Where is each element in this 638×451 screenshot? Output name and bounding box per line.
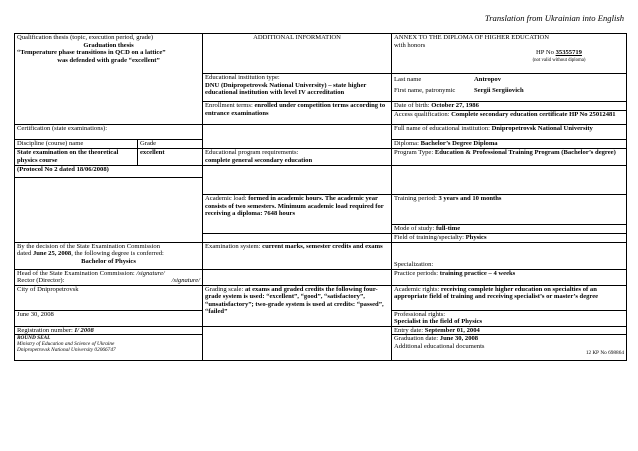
date-cell: June 30, 2008 xyxy=(15,310,203,326)
access-qualification-cell: Access qualification: Complete secondary education certificate HP No 25012481 xyxy=(392,111,627,125)
empty-cell xyxy=(203,335,392,361)
empty-cell xyxy=(203,234,392,243)
enrollment-cell xyxy=(203,102,392,125)
full-name-value: Dnipropetrovsk National University xyxy=(491,125,593,132)
academic-load-cell: Academic load: formed in academic hours. The academic year consists of two semesters. Minimum academic load required for receiving a diploma: 7648 hours xyxy=(203,195,392,234)
professional-rights-value: Specialist in the field of Physics xyxy=(394,318,483,325)
full-name-cell: Full name of educational institution: Dnipropetrovsk National University xyxy=(392,125,627,140)
empty-cell xyxy=(203,326,392,335)
qualification-thesis-cell xyxy=(15,34,203,74)
decision-line1: By the decision of the State Examination Commission xyxy=(17,242,161,250)
entry-date-cell: Entry date: September 01, 2004 xyxy=(392,326,627,335)
field-cell: Field of training/specialty: Physics xyxy=(392,234,627,243)
access-qualification-value: Complete secondary education certificate HP No 25012481 xyxy=(451,111,616,118)
academic-rights-value: receiving complete higher education on specialties of an appropriate field of training and receiving specialist’s or master’s degree xyxy=(394,285,599,300)
training-period-value: 3 years and 10 months xyxy=(438,195,502,202)
program-type-cell: Program Type: Education & Professional Training Program (Bachelor’s degree) xyxy=(392,149,627,166)
empty-cell xyxy=(15,111,203,125)
last-name: Antropov xyxy=(474,76,502,83)
rector-line: Rector (Director): /signature/ xyxy=(17,277,201,284)
grade-header: Grade xyxy=(138,140,203,149)
registration-number: I/ 2008 xyxy=(74,326,94,334)
signature-2: /signature/ xyxy=(171,277,201,284)
specialization-cell: Specialization: xyxy=(392,242,627,269)
enrollment-label: Enrollment terms: xyxy=(205,102,255,109)
protocol: (Protocol No 2 dated 18/06/2008) xyxy=(15,166,203,178)
program-type-value: Education & Professional Training Program (Bachelor’s degree) xyxy=(434,149,616,156)
additional-docs: Additional educational documents xyxy=(394,342,485,350)
names-cell xyxy=(392,74,627,102)
practice-cell: Practice periods: training practice – 4 weeks xyxy=(392,269,627,285)
empty-cell xyxy=(15,234,203,243)
training-period-cell: Training period: 3 years and 10 months xyxy=(392,195,627,225)
diploma-value: Bachelor’s Degree Diploma xyxy=(420,140,498,147)
translation-note: Translation from Ukrainian into English xyxy=(484,13,624,23)
graduation-thesis-heading: Graduation thesis xyxy=(83,41,134,49)
professional-rights-cell: Professional rights: Specialist in the field of Physics xyxy=(392,310,627,326)
entry-date-value: September 01, 2004 xyxy=(424,326,480,334)
seal-title: ROUND SEAL xyxy=(17,335,51,341)
hp-number: 35355719 xyxy=(555,49,582,56)
hp-label: HP No xyxy=(536,49,556,56)
field-value: Physics xyxy=(465,234,487,241)
thesis-title: “Temperature phase transitions in QCD on a lattice” xyxy=(17,49,166,56)
academic-load-value: formed in academic hours. The academic year consists of two semesters. Minimum academic load required for receiving a diploma: 7648 hours xyxy=(205,195,384,217)
empty-cell xyxy=(15,195,203,225)
degree: Bachelor of Physics xyxy=(81,257,136,265)
empty-cell xyxy=(203,269,392,285)
dob-cell: Date of birth: October 27, 1986 xyxy=(392,102,627,111)
practice-value: training practice – 4 weeks xyxy=(439,269,516,277)
empty-cell xyxy=(392,166,627,178)
academic-rights-cell: Academic rights: receiving complete higher education on specialties of an appropriate field of training and receiving specialist’s or master’s degree xyxy=(392,285,627,310)
state-exam: State examination on the theoretical physics course xyxy=(15,149,138,166)
discipline-header: Discipline (course) name xyxy=(15,140,138,149)
institution-type-label: Educational institution type: xyxy=(205,74,280,81)
annex-title: ANNEX TO THE DIPLOMA OF HIGHER EDUCATION xyxy=(394,34,549,41)
diploma-annex-table xyxy=(14,33,626,361)
enrollment-value: enrolled under competition terms according to entrance examinations xyxy=(205,102,386,117)
first-name-label: First name, patronymic xyxy=(394,86,456,94)
empty-cell xyxy=(15,178,203,195)
grading-cell: Grading scale: at exams and graded credits the following four-grade system is used: “excellent”, “good”, “satisfactory”, “unsatisfactory”; two-grade system is used at credits: “passed”, “failed” xyxy=(203,285,392,326)
decision-cell xyxy=(15,242,203,269)
not-valid-note: (not valid without diploma) xyxy=(532,57,586,63)
graduation-date-value: June 30, 2008 xyxy=(439,335,479,342)
hp-number-line xyxy=(394,49,624,57)
annex-title-cell xyxy=(392,34,627,74)
program-requirements-cell: Educational program requirements: complete general secondary education xyxy=(203,149,392,166)
head-commission-line: Head of the State Examination Commission: /signature/ xyxy=(17,269,165,277)
qualification-thesis-label: Qualification thesis (topic, execution period, grade) xyxy=(17,34,154,41)
seal-cell xyxy=(15,335,203,361)
seal-line1: Ministry of Education and Science of Ukraine xyxy=(17,341,115,347)
last-name-label: Last name xyxy=(394,76,422,83)
empty-cell xyxy=(203,140,392,149)
institution-type-cell xyxy=(203,74,392,102)
certification-label: Certification (state examinations): xyxy=(15,125,203,140)
decision-line2: dated June 25, 2008, the following degree is conferred: xyxy=(17,250,164,257)
dob-value: October 27, 1986 xyxy=(431,102,479,109)
thesis-grade: was defended with grade “excellent” xyxy=(57,56,160,64)
exam-system-cell: Examination system: current marks, semester credits and exams xyxy=(203,242,392,269)
empty-cell xyxy=(15,225,203,234)
first-name: Sergii Sergiiovich xyxy=(474,86,524,94)
program-requirements-value: complete general secondary education xyxy=(205,156,313,164)
mode-of-study-cell: Mode of study: full-time xyxy=(392,225,627,234)
institution-type-value: DNU (Dnipropetrovsk National University) – state higher educational institution with level IV accreditation xyxy=(205,81,367,96)
empty-cell xyxy=(203,178,392,195)
mode-of-study-value: full-time xyxy=(435,225,461,232)
state-exam-grade: excellent xyxy=(138,149,203,166)
with-honors: with honors xyxy=(394,41,426,49)
empty-cell xyxy=(392,178,627,195)
additional-info-heading: ADDITIONAL INFORMATION xyxy=(203,34,392,74)
empty-cell xyxy=(15,102,203,111)
graduation-cell: Graduation date: June 30, 2008 Additional educational documents 12 КР No 698864 xyxy=(392,335,627,361)
seal-line2: Dnipropetrovsk National University 02066747 xyxy=(17,347,116,353)
decision-date: June 25, 2008 xyxy=(32,250,72,257)
grading-value: at exams and graded credits the following four-grade system is used: “excellent”, “good”, “satisfactory”, “unsatisfactory”; two-grade system is used at credits: “passed”, “failed” xyxy=(205,285,384,315)
exam-system-value: current marks, semester credits and exams xyxy=(262,242,383,250)
signature-1: /signature/ xyxy=(136,269,165,277)
city-cell: City of Dnipropetrovsk xyxy=(15,285,203,310)
diploma-cell: Diploma: Bachelor’s Degree Diploma xyxy=(392,140,627,149)
empty-cell xyxy=(203,125,392,140)
empty-cell xyxy=(15,74,203,102)
signatures-cell xyxy=(15,269,203,285)
registration-cell: Registration number: I/ 2008 xyxy=(15,326,203,335)
empty-cell xyxy=(203,166,392,178)
kp-number: 12 КР No 698864 xyxy=(585,350,625,356)
